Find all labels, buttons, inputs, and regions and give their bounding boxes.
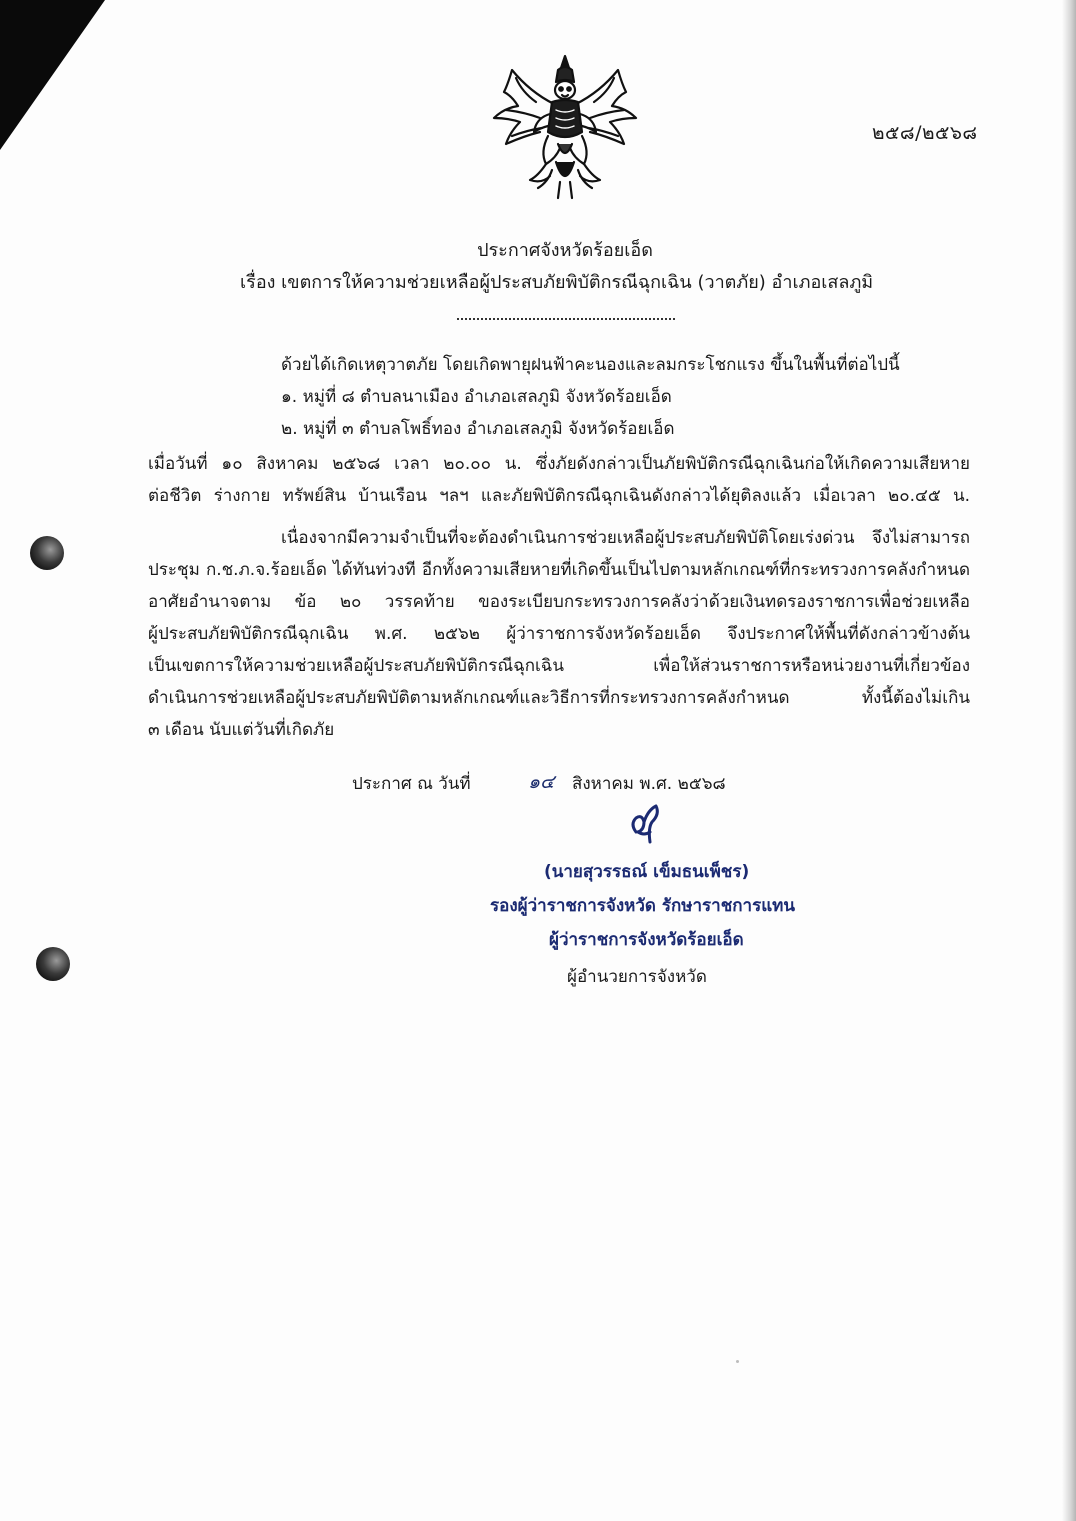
announcement-subject: เรื่อง เขตการให้ความช่วยเหลือผู้ประสบภัยพิบัติกรณีฉุกเฉิน (วาตภัย) อำเภอเสลภูมิ <box>240 272 874 293</box>
announcement-title: ประกาศจังหวัดร้อยเอ็ด <box>477 240 653 261</box>
scan-corner-shadow <box>0 0 105 150</box>
announcement-date-day: ๑๔ <box>528 771 555 793</box>
paragraph2-line3: อาศัยอำนาจตาม ข้อ ๒๐ วรรคท้าย ของระเบียบกระทรวงการคลังว่าด้วยเงินทดรองราชการเพื่อช่วยเหลือ <box>148 592 970 612</box>
paragraph1-line5: ต่อชีวิต ร่างกาย ทรัพย์สิน บ้านเรือน ฯลฯ และภัยพิบัติกรณีฉุกเฉินดังกล่าวได้ยุติลงแล้ว เมื่อเวลา ๒๐.๔๕ น. <box>148 486 970 506</box>
document-number: ๒๕๘/๒๕๖๘ <box>872 122 978 144</box>
signatory-name: (นายสุวรรธณ์ เข็มธนเพ็ชร) <box>544 862 750 882</box>
paragraph2-line5: เป็นเขตการให้ความช่วยเหลือผู้ประสบภัยพิบัติกรณีฉุกเฉิน เพื่อให้ส่วนราชการหรือหน่วยงานที่เกี่ยวข้อง <box>148 656 970 676</box>
announcement-date-month-year: สิงหาคม พ.ศ. ๒๕๖๘ <box>572 774 726 794</box>
paragraph1-line4: เมื่อวันที่ ๑๐ สิงหาคม ๒๕๖๘ เวลา ๒๐.๐๐ น. ซึ่งภัยดังกล่าวเป็นภัยพิบัติกรณีฉุกเฉินก่อให้เกิดความเสียหาย <box>148 454 970 474</box>
paragraph2-line1: เนื่องจากมีความจำเป็นที่จะต้องดำเนินการช่วยเหลือผู้ประสบภัยพิบัติโดยเร่งด่วน จึงไม่สามารถ <box>281 528 970 548</box>
paragraph2-line4: ผู้ประสบภัยพิบัติกรณีฉุกเฉิน พ.ศ. ๒๕๖๒ ผู้ว่าราชการจังหวัดร้อยเอ็ด จึงประกาศให้พื้นที่ดังกล่าวข้างต้น <box>148 624 970 644</box>
signatory-position-acting: รองผู้ว่าราชการจังหวัด รักษาราชการแทน <box>490 896 795 916</box>
announcement-date-prefix: ประกาศ ณ วันที่ <box>352 774 471 794</box>
paragraph1-intro: ด้วยได้เกิดเหตุวาตภัย โดยเกิดพายุฝนฟ้าคะนองและลมกระโชกแรง ขึ้นในพื้นที่ต่อไปนี้ <box>281 355 900 375</box>
paragraph2-line6: ดำเนินการช่วยเหลือผู้ประสบภัยพิบัติตามหลักเกณฑ์และวิธีการที่กระทรวงการคลังกำหนด ทั้งนี้ต้องไม่เกิน <box>148 688 970 708</box>
signatory-position-director: ผู้อำนวยการจังหวัด <box>567 967 707 987</box>
scan-right-edge <box>1062 0 1076 1521</box>
punch-hole-top <box>30 536 64 570</box>
paragraph2-line7: ๓ เดือน นับแต่วันที่เกิดภัย <box>148 720 335 740</box>
scan-speck <box>736 1360 739 1363</box>
paragraph2-line2: ประชุม ก.ช.ภ.จ.ร้อยเอ็ด ได้ทันท่วงที อีกทั้งความเสียหายที่เกิดขึ้นเป็นไปตามหลักเกณฑ์ที่กระทรวงการคลังกำหนด <box>148 560 970 580</box>
title-divider <box>457 318 675 320</box>
punch-hole-bottom <box>36 947 70 981</box>
signature-mark <box>622 802 670 848</box>
paragraph1-item2: ๒. หมู่ที่ ๓ ตำบลโพธิ์ทอง อำเภอเสลภูมิ จังหวัดร้อยเอ็ด <box>281 419 675 439</box>
paragraph1-item1: ๑. หมู่ที่ ๘ ตำบลนาเมือง อำเภอเสลภูมิ จังหวัดร้อยเอ็ด <box>281 387 672 407</box>
signatory-position-governor: ผู้ว่าราชการจังหวัดร้อยเอ็ด <box>549 930 744 950</box>
garuda-emblem-icon <box>490 52 640 200</box>
